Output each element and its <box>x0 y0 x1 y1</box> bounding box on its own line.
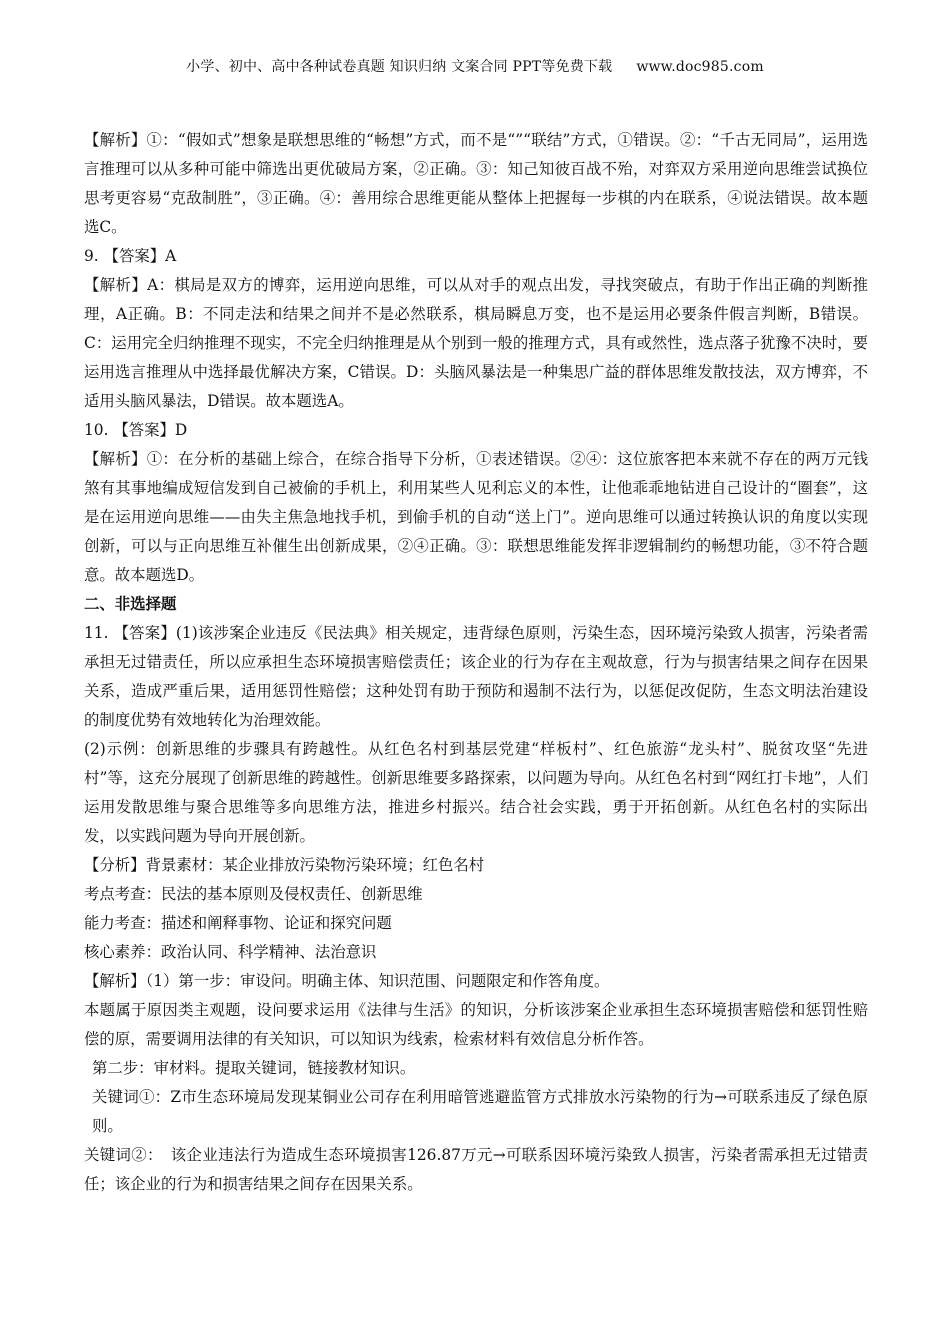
page-header <box>0 56 950 76</box>
answer-q11-part2: (2)示例：创新思维的步骤具有跨越性。从红色名村到基层党建“样板村”、红色旅游“龙头村”、脱贫攻坚“先进村”等，这充分展现了创新思维的跨越性。创新思维要多路探索，以问题为导向。从红色名村到“网红打卡地”，人们运用发散思维与聚合思维等多向思维方法，推进乡村振兴。结合社会实践，勇于开拓创新。从红色名村的实际出发，以实践问题为导向开展创新。 <box>84 740 868 845</box>
document-body <box>84 126 868 1199</box>
analysis-q8: 【解析】①：“假如式”想象是联想思维的“畅想”方式，而不是“”“联结”方式，①错误。②：“千古无同局”，运用选言推理可以从多种可能中筛选出更优破局方案，②正确。③：知己知彼百战不殆，对弈双方采用逆向思维尝试换位思考更容易“克敌制胜”，③正确。④：善用综合思维更能从整体上把握每一步棋的内在联系，④说法错误。故本题选C。 <box>84 131 868 236</box>
section-heading: 二、非选择题 <box>84 595 177 613</box>
keyword-1: 关键词①：Z市生态环境局发现某铜业公司存在利用暗管逃避监管方式排放水污染物的行为→可联系违反了绿色原则。 <box>92 1088 868 1135</box>
answer-q10: 10. 【答案】D <box>84 421 188 439</box>
analysis-literacy: 核心素养：政治认同、科学精神、法治意识 <box>84 943 377 961</box>
explanation-step1-detail: 本题属于原因类主观题，设问要求运用《法律与生活》的知识，分析该涉案企业承担生态环境损害赔偿和惩罚性赔偿的原，需要调用法律的有关知识，可以知识为线索，检索材料有效信息分析作答。 <box>84 1001 868 1048</box>
analysis-background: 【分析】背景素材：某企业排放污染物污染环境；红色名村 <box>84 856 485 874</box>
answer-q11-part1: 11. 【答案】(1)该涉案企业违反《民法典》相关规定，违背绿色原则，污染生态，因环境污染致人损害，污染者需承担无过错责任，所以应承担生态环境损害赔偿责任；该企业的行为存在主观故意，行为与损害结果之间存在因果关系，造成严重后果，适用惩罚性赔偿；这种处罚有助于预防和遏制不法行为，以惩促改促防，生态文明法治建设的制度优势有效地转化为治理效能。 <box>84 624 868 729</box>
header-text: 小学、初中、高中各种试卷真题 知识归纳 文案合同 PPT等免费下载 <box>186 59 613 75</box>
analysis-abilities: 能力考查：描述和阐释事物、论证和探究问题 <box>84 914 392 932</box>
explanation-step1: 【解析】（1）第一步：审设问。明确主体、知识范围、问题限定和作答角度。 <box>84 972 610 990</box>
answer-q9: 9. 【答案】A <box>84 247 177 265</box>
explanation-step2: 第二步：审材料。提取关键词，链接教材知识。 <box>92 1059 416 1077</box>
analysis-topics: 考点考查：民法的基本原则及侵权责任、创新思维 <box>84 885 423 903</box>
analysis-q10: 【解析】①：在分析的基础上综合，在综合指导下分析，①表述错误。②④：这位旅客把本来就不存在的两万元钱煞有其事地编成短信发到自己被偷的手机上，利用某些人见利忘义的本性，让他乖乖地钻进自己设计的“圈套”，这是在运用逆向思维——由失主焦急地找手机，到偷手机的自动“送上门”。逆向思维可以通过转换认识的角度以实现创新，可以与正向思维互补催生出创新成果，②④正确。③：联想思维能发挥非逻辑制约的畅想功能，③不符合题意。故本题选D。 <box>84 450 868 584</box>
analysis-q9: 【解析】A：棋局是双方的博弈，运用逆向思维，可以从对手的观点出发，寻找突破点，有助于作出正确的判断推理，A正确。B：不同走法和结果之间并不是必然联系，棋局瞬息万变，也不是运用必要条件假言判断，B错误。C：运用完全归纳推理不现实，不完全归纳推理是从个别到一般的推理方式，具有或然性，选点落子犹豫不决时，要运用选言推理从中选择最优解决方案，C错误。D：头脑风暴法是一种集思广益的群体思维发散技法，双方博弈，不适用头脑风暴法，D错误。故本题选A。 <box>84 276 868 410</box>
keyword-2: 关键词②： 该企业违法行为造成生态环境损害126.87万元→可联系因环境污染致人损害，污染者需承担无过错责任；该企业的行为和损害结果之间存在因果关系。 <box>84 1146 868 1193</box>
header-url[interactable]: www.doc985.com <box>636 59 764 75</box>
